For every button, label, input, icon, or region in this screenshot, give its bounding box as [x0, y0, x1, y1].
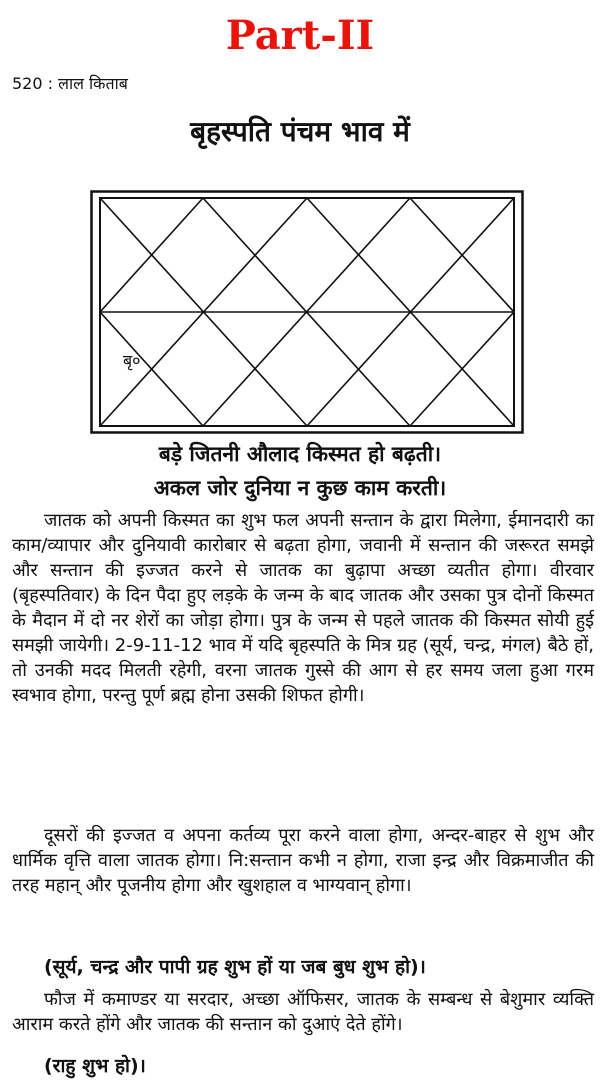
bold-condition-1: (सूर्य, चन्द्र और पापी ग्रह शुभ हों या जब बुध शुभ हो)। — [44, 956, 426, 978]
bold-condition-2: (राहु शुभ हो)। — [44, 1055, 146, 1077]
body-paragraph-3: फौज में कमाण्डर या सरदार, अच्छा ऑफिसर, जातक के सम्बन्ध से बेशुमार व्यक्ति आराम करते होंगे और जातक की सन्तान को दुआएं देते होंगे। — [12, 989, 594, 1035]
body-paragraph-2: दूसरों की इज्जत व अपना कर्तव्य पूरा करने वाला होगा, अन्दर-बाहर से शुभ और धार्मिक वृत्ति वाला जातक होगा। नि:सन्तान कभी न होगा, राजा इन्द्र और विक्रमाजीत की तरह महान् और पूजनीय होगा और खुशहाल व भाग्यवान् होगा। — [12, 825, 594, 896]
body-paragraph-1: जातक को अपनी किस्मत का शुभ फल अपनी सन्तान के द्वारा मिलेगा, ईमानदारी का काम/व्यापार और दुनियावी कारोबार से बढ़ता होगा, जवानी में सन्तान की जरूरत समझे और सन्तान की इज्जत करने से जातक का बुढ़ापा अच्छा व्यतीत होगा। वीरवार (बृहस्पतिवार) के दिन पैदा हुए लड़के के जन्म के बाद जातक और उसका पुत्र दोनों किस्मत के मैदान में दो नर शेरों का जोड़ा होगा। पुत्र के जन्म से पहले जातक की किस्मत सोयी हुई समझी जायेगी। 2-9-11-12 भाव में यदि बृहस्पति के मित्र ग्रह (सूर्य, चन्द्र, मंगल) बैठे हों, तो उनकी मदद मिलती रहेगी, वरना जातक गुस्से की आग से हर समय जला हुआ गरम स्वभाव होगा, परन्तु पूर्ण ब्रह्म होना उसकी शिफत होगी। — [12, 510, 594, 706]
part-title: Part-II — [225, 12, 375, 59]
horoscope-chart — [90, 190, 524, 434]
couplet-line-2: अकल जोर दुनिया न कुछ काम करती। — [153, 476, 447, 500]
section-heading: बृहस्पति पंचम भाव में — [190, 115, 410, 148]
chart-planet-label: बृ० — [123, 351, 141, 370]
page-reference: 520 : लाल किताब — [12, 74, 128, 93]
couplet-line-1: बड़े जितनी औलाद किस्मत हो बढ़ती। — [158, 442, 442, 466]
